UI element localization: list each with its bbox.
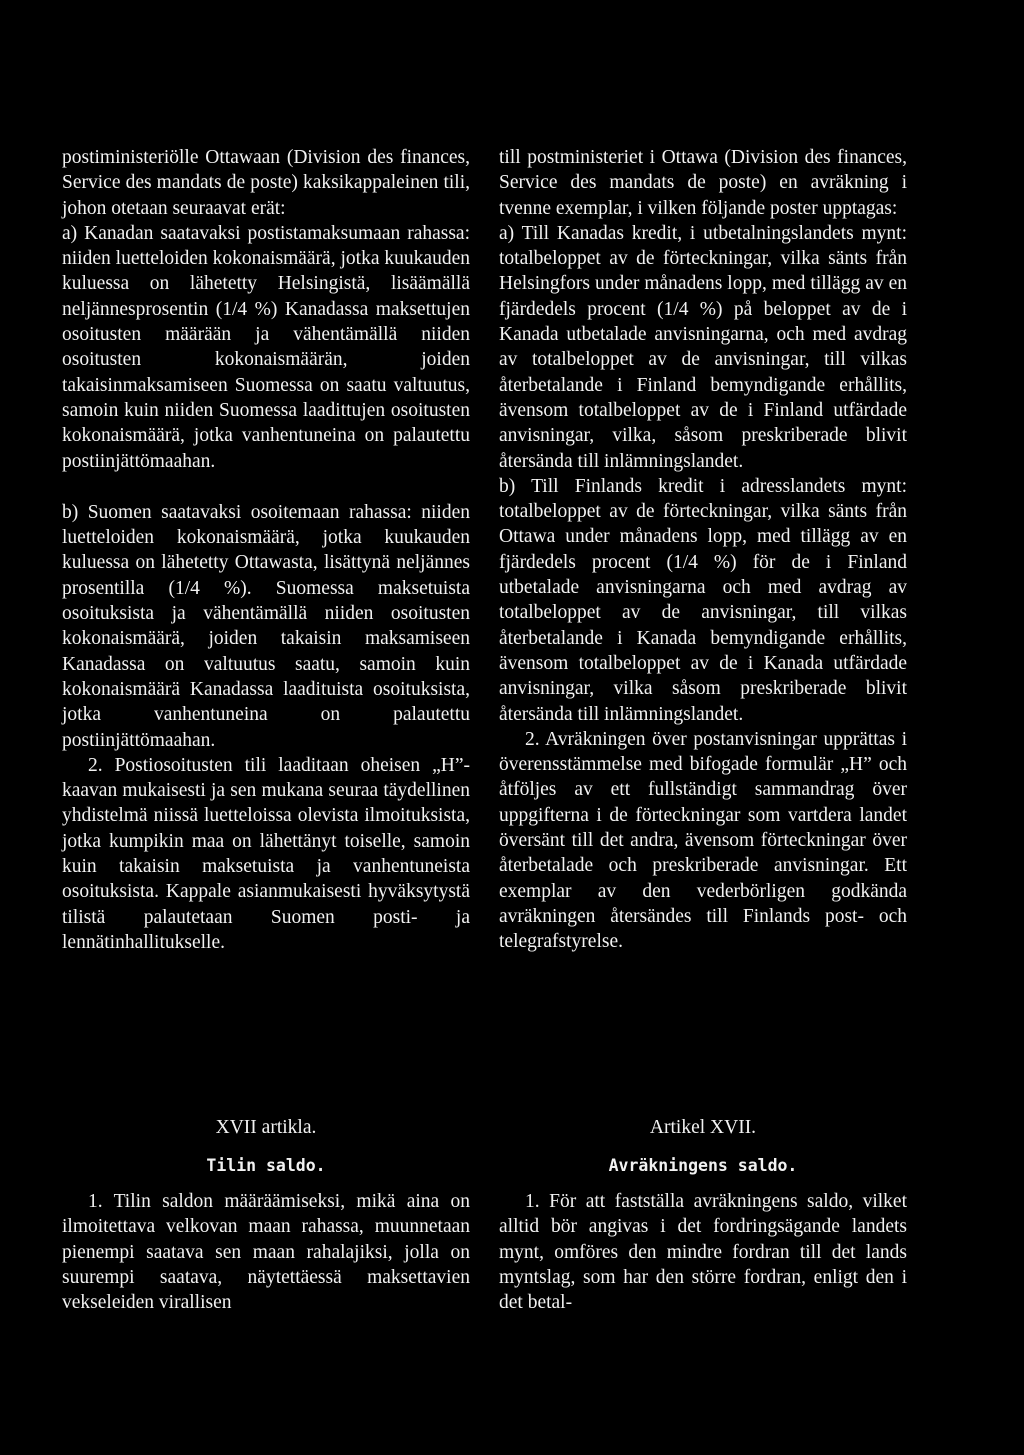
finnish-article-text: 1. Tilin saldon määräämiseksi, mikä aina on ilmoitettava velkovan maan rahassa, muunnetaan pienempi saatava sen maan rahalajiksi, jolla on suurempi saatava, näytettäessä maksettavien vekseleiden virallisen bbox=[62, 1191, 470, 1314]
swedish-item-2: 2. Avräkningen över postanvisningar upprättas i överensstämmelse med bifogade formulär „H” och åtföljes av ett fullständigt sammandrag över uppgifterna i de förteckningar som vartdera landet översänt till det andra, ävensom förteckningar över återbetalade och preskriberade anvisningar. Ett exemplar av den vederbörligen godkända avräkningen återsändes till Finlands post- och telegrafstyrelse. bbox=[499, 728, 907, 953]
swedish-column bbox=[499, 145, 907, 955]
finnish-item-2: 2. Postiosoitusten tili laaditaan oheisen „H”-kaavan mukaisesti ja sen mukana seuraa täydellinen yhdistelmä niissä luetteloissa olevista ilmoituksista, jotka kumpikin maa on lähettänyt toiselle, samoin kuin takaisin maksetuista ja vanhentuneista osoituksista. Kappale asianmukaisesti hyväksytystä tilistä palautetaan Suomen posti- ja lennätinhallitukselle. bbox=[62, 754, 470, 953]
finnish-column bbox=[62, 145, 470, 955]
swedish-item-a: a) Till Kanadas kredit, i utbetalningslandets mynt: totalbeloppet av de förteckningar, vilka sänts från Helsingfors under månadens lopp, med tillägg av en fjärdedels procent (1/4 %) på beloppet av de i Kanada utbetalade anvisningarna, och med avdrag av totalbeloppet av de anvisningar, till vilkas återbetalande i Finland bemyndigande erhållits, ävensom totalbeloppet av de i Finland utfärdade anvisningar, vilka, såsom preskriberade blivit återsända till inlämningslandet. bbox=[499, 222, 907, 472]
swedish-article-text: 1. För att fastställa avräkningens saldo, vilket alltid bör angivas i det fordringsägande landets mynt, omföres den mindre fordran till det lands myntslag, som har den större fordran, enligt den i det betal- bbox=[499, 1191, 907, 1314]
swedish-intro: till postministeriet i Ottawa (Division des finances, Service des mandats de poste) en avräkning i tvenne exemplar, i vilken följande poster upptagas: bbox=[499, 147, 907, 219]
swedish-item-b: b) Till Finlands kredit i adresslandets mynt: totalbeloppet av de förteckningar, vilka sänts från Ottawa under månadens lopp, med tillägg av en fjärdedels procent (1/4 %) för de i Finland utbetalade anvisningarna och med avdrag av totalbeloppet av de anvisningar, till vilkas återbetalande i Kanada bemyndigande erhållits, ävensom totalbeloppet av de i Kanada utfärdade anvisningar, vilka såsom preskriberade blivit återsända till inlämningslandet. bbox=[499, 475, 907, 725]
finnish-intro: postiministeriölle Ottawaan (Division des finances, Service des mandats de poste) kaksikappaleinen tili, johon otetaan seuraavat erät: bbox=[62, 147, 470, 219]
finnish-item-a: a) Kanadan saatavaksi postistamaksumaan rahassa: niiden luetteloiden kokonaismäärä, jotka kuukauden kuluessa on lähetetty Helsingistä, lisäämällä neljännesprosentin (1/4 %) Kanadassa maksettujen osoitusten määrään ja vähentämällä niiden osoitusten kokonaismäärän, joiden takaisinmaksamiseen Suomessa on saatu valtuutus, samoin kuin niiden Suomessa laadittujen osoitusten kokonaismäärä, jotka vanhentuneina on palautettu postiinjättömaahan. bbox=[62, 222, 470, 472]
finnish-article-heading: XVII artikla. bbox=[215, 1117, 317, 1138]
paragraph-gap bbox=[62, 474, 470, 500]
swedish-article-heading: Artikel XVII. bbox=[649, 1117, 757, 1138]
finnish-article-title: Tilin saldo. bbox=[206, 1156, 326, 1175]
finnish-item-b: b) Suomen saatavaksi osoitemaan rahassa: niiden luetteloiden kokonaismäärä, jotka kuukauden kuluessa on lähetetty Ottawasta, lisättynä neljännes prosentilla (1/4 %). Suomessa maksetuista osoituksista ja vähentämällä niiden osoitusten kokonaismäärä, joiden takaisin maksamiseen Kanadassa on valtuutus saatu, samoin kuin kokonaismäärä Kanadassa laadituista osoituksista, jotka vanhentuneina on palautettu postiinjättömaahan. bbox=[62, 501, 470, 751]
swedish-article-title: Avräkningens saldo. bbox=[608, 1156, 798, 1175]
